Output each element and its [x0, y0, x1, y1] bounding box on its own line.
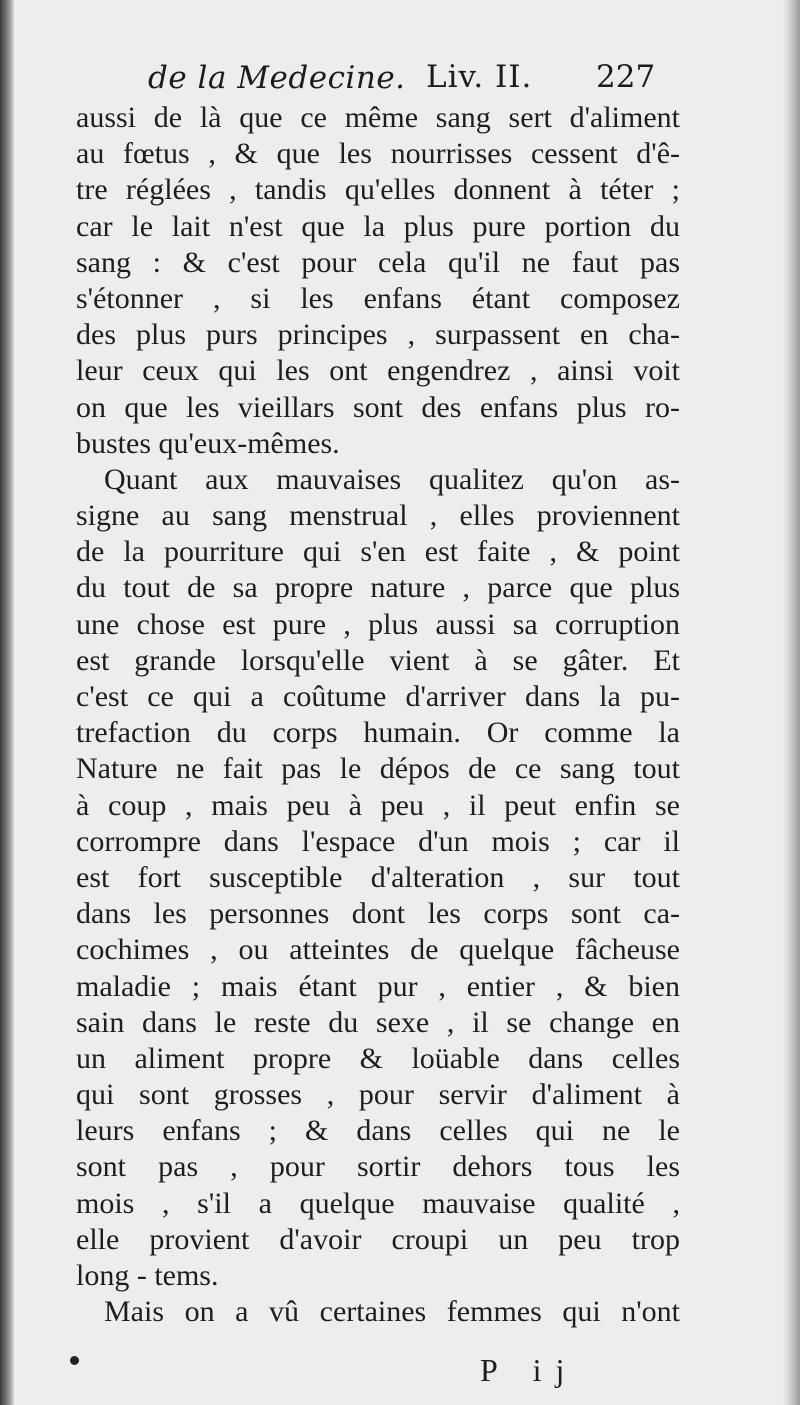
- text-line: c'est ce qui a coûtume d'arriver dans la pu-: [76, 680, 680, 713]
- body-text: [76, 100, 680, 1330]
- book-gutter-shadow: [0, 0, 14, 1405]
- text-line: s'étonner , si les enfans étant composez: [76, 281, 680, 315]
- text-line-paragraph-end: bustes qu'eux-mêmes.: [76, 426, 340, 460]
- running-title: de la Medecine.: [148, 60, 406, 96]
- text-line: signe au sang menstrual , elles proviennent: [76, 499, 680, 533]
- text-line-paragraph-start: Quant aux mauvaises qualitez qu'on as-: [104, 462, 680, 496]
- text-line: est grande lorsqu'elle vient à se gâter. Et: [76, 643, 680, 677]
- page-header: [148, 56, 688, 100]
- text-line: de la pourriture qui s'en est faite , & point: [76, 535, 680, 569]
- text-line: tre réglées , tandis qu'elles donnent à téter ;: [76, 173, 680, 207]
- text-line: des plus purs principes , surpassent en cha-: [76, 318, 680, 352]
- text-line-paragraph-start: Mais on a vû certaines femmes qui n'ont: [104, 1295, 680, 1329]
- page-edge-shadow: [782, 0, 800, 1405]
- text-line: à coup , mais peu à peu , il peut enfin se: [76, 788, 680, 822]
- text-line: elle provient d'avoir croupi un peu trop: [76, 1222, 680, 1256]
- text-line: est fort susceptible d'alteration , sur tout: [76, 860, 680, 894]
- text-line: leur ceux qui les ont engendrez , ainsi voit: [76, 354, 680, 388]
- book-reference: Liv. II.: [426, 59, 533, 95]
- text-line: trefaction du corps humain. Or comme la: [76, 716, 680, 750]
- text-line: dans les personnes dont les corps sont ca-: [76, 897, 680, 931]
- ink-spot: [70, 1356, 79, 1365]
- text-line: car le lait n'est que la plus pure portion du: [76, 209, 680, 243]
- text-line: sang : & c'est pour cela qu'il ne faut pas: [76, 245, 680, 279]
- text-line: on que les vieillars sont des enfans plus ro-: [76, 390, 680, 424]
- text-line: cochimes , ou atteintes de quelque fâcheuse: [76, 933, 680, 967]
- text-line: maladie ; mais étant pur , entier , & bien: [76, 969, 680, 1003]
- text-line: Nature ne fait pas le dépos de ce sang tout: [76, 752, 680, 786]
- text-line: corrompre dans l'espace d'un mois ; car il: [76, 824, 680, 858]
- text-line-paragraph-end: long - tems.: [76, 1259, 219, 1292]
- page-number: 227: [596, 59, 656, 95]
- signature-mark: P ij: [480, 1352, 579, 1388]
- text-line: sont pas , pour sortir dehors tous les: [76, 1150, 680, 1184]
- text-line: du tout de sa propre nature , parce que plus: [76, 571, 680, 605]
- text-line: mois , s'il a quelque mauvaise qualité ,: [76, 1186, 680, 1220]
- text-line: une chose est pure , plus aussi sa corruption: [76, 607, 680, 641]
- text-line: leurs enfans ; & dans celles qui ne le: [76, 1114, 680, 1148]
- text-line: au fœtus , & que les nourrisses cessent d'ê-: [76, 137, 680, 171]
- text-line: aussi de là que ce même sang sert d'aliment: [76, 101, 680, 134]
- text-line: un aliment propre & loüable dans celles: [76, 1041, 680, 1075]
- text-line: sain dans le reste du sexe , il se change en: [76, 1005, 680, 1039]
- text-line: qui sont grosses , pour servir d'aliment à: [76, 1078, 680, 1112]
